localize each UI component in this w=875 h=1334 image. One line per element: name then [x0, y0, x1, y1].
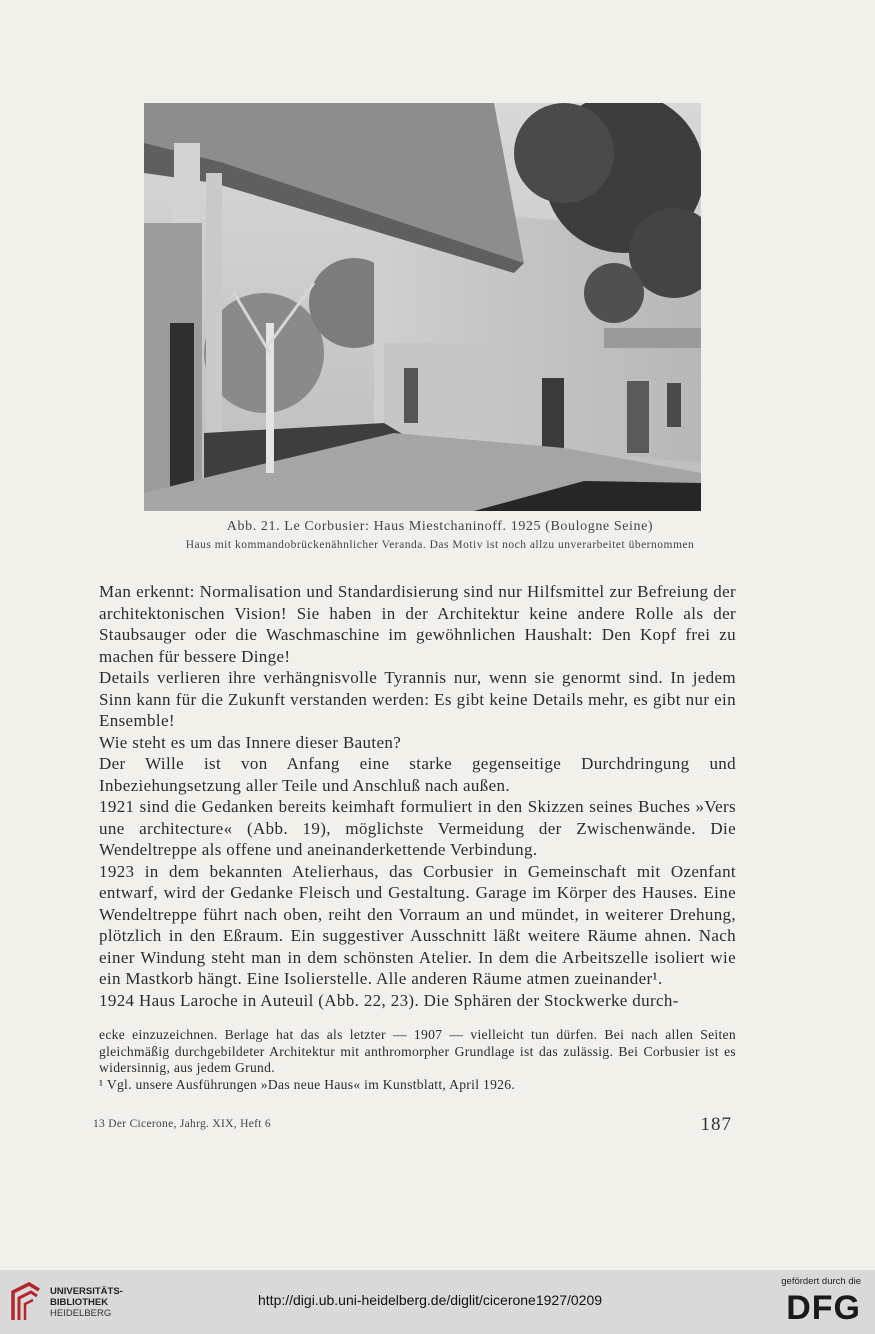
- body-text: [99, 581, 736, 1011]
- small-print: [99, 1027, 736, 1093]
- library-name-line: BIBLIOTHEK: [50, 1297, 109, 1308]
- figure-caption-description: Haus mit kommandobrückenähnlicher Veranda. Das Motiv ist noch allzu unverarbeitet übernommen: [185, 539, 695, 551]
- footnote: ¹ Vgl. unsere Ausführungen »Das neue Haus« im Kunstblatt, April 1926.: [99, 1076, 516, 1092]
- permalink-url[interactable]: http://digi.ub.uni-heidelberg.de/diglit/cicerone1927/0209: [258, 1292, 603, 1308]
- paragraph: Wie steht es um das Innere dieser Bauten?: [99, 732, 402, 752]
- signature-line: 13 Der Cicerone, Jahrg. XIX, Heft 6: [93, 1118, 271, 1130]
- figure-caption-title: Abb. 21. Le Corbusier: Haus Miestchaninoff. 1925 (Boulogne Seine): [226, 519, 654, 534]
- library-name-line: HEIDELBERG: [50, 1308, 112, 1319]
- library-logo-icon[interactable]: [9, 1280, 43, 1324]
- bottom-bar: [0, 1270, 875, 1334]
- paragraph: 1921 sind die Gedanken bereits keimhaft formuliert in den Skizzen seines Buches »Vers une architecture« (Abb. 19), möglichste Vermeidung der Zwischenwände. Die Wendeltreppe als offene und aneinanderkettende Verbindung.: [99, 797, 736, 859]
- figure-photo: [144, 103, 701, 511]
- paragraph: Man erkennt: Normalisation und Standardisierung sind nur Hilfsmittel zur Befreiung der architektonischen Vision! Sie haben in der Architektur keine andere Rolle als der Staubsauger oder die Waschmaschine im gewöhnlichen Haushalt: Den Kopf frei zu machen für bessere Dinge!: [99, 582, 736, 666]
- library-name-line: UNIVERSITÄTS-: [50, 1286, 123, 1297]
- paragraph: Details verlieren ihre verhängnisvolle Tyrannis nur, wenn sie genormt sind. In jedem Sinn kann für die Zukunft verstanden werden: Es gibt keine Details mehr, es gibt nur ein Ensemble!: [99, 668, 736, 730]
- funding-note: gefördert durch die: [781, 1276, 861, 1287]
- paragraph: Der Wille ist von Anfang eine starke gegenseitige Durchdringung und Inbeziehungsetzung aller Teile und Anschluß nach außen.: [99, 754, 736, 795]
- library-name[interactable]: [50, 1286, 123, 1319]
- continuation-note: ecke einzuzeichnen. Berlage hat das als letzter — 1907 — vielleicht tun dürfen. Bei nach allen Seiten gleichmäßig durchgebildeter Architektur mit anthromorpher Grundlage ist das zulässig. Bei Corbusier ist es widersinnig, aus jedem Grund.: [99, 1027, 736, 1075]
- paragraph: 1924 Haus Laroche in Auteuil (Abb. 22, 23). Die Sphären der Stockwerke durch-: [99, 990, 679, 1010]
- dfg-logo[interactable]: DFG: [786, 1289, 861, 1327]
- page-number: 187: [700, 1114, 732, 1135]
- paragraph: 1923 in dem bekannten Atelierhaus, das Corbusier in Gemeinschaft mit Ozenfant entwarf, wird der Gedanke Fleisch und Gestaltung. Garage im Körper des Hauses. Eine Wendeltreppe führt nach oben, reiht den Vorraum an und mündet, in weiterer Drehung, plötzlich in den Eßraum. Ein suggestiver Ausschnitt läßt weitere Räume ahnen. Nach einer Windung steht man in dem schönsten Atelier. In dem die Arbeitszelle isoliert wie ein Mastkorb hängt. Eine Isolierstelle. Alle anderen Räume atmen zueinander¹.: [99, 861, 736, 988]
